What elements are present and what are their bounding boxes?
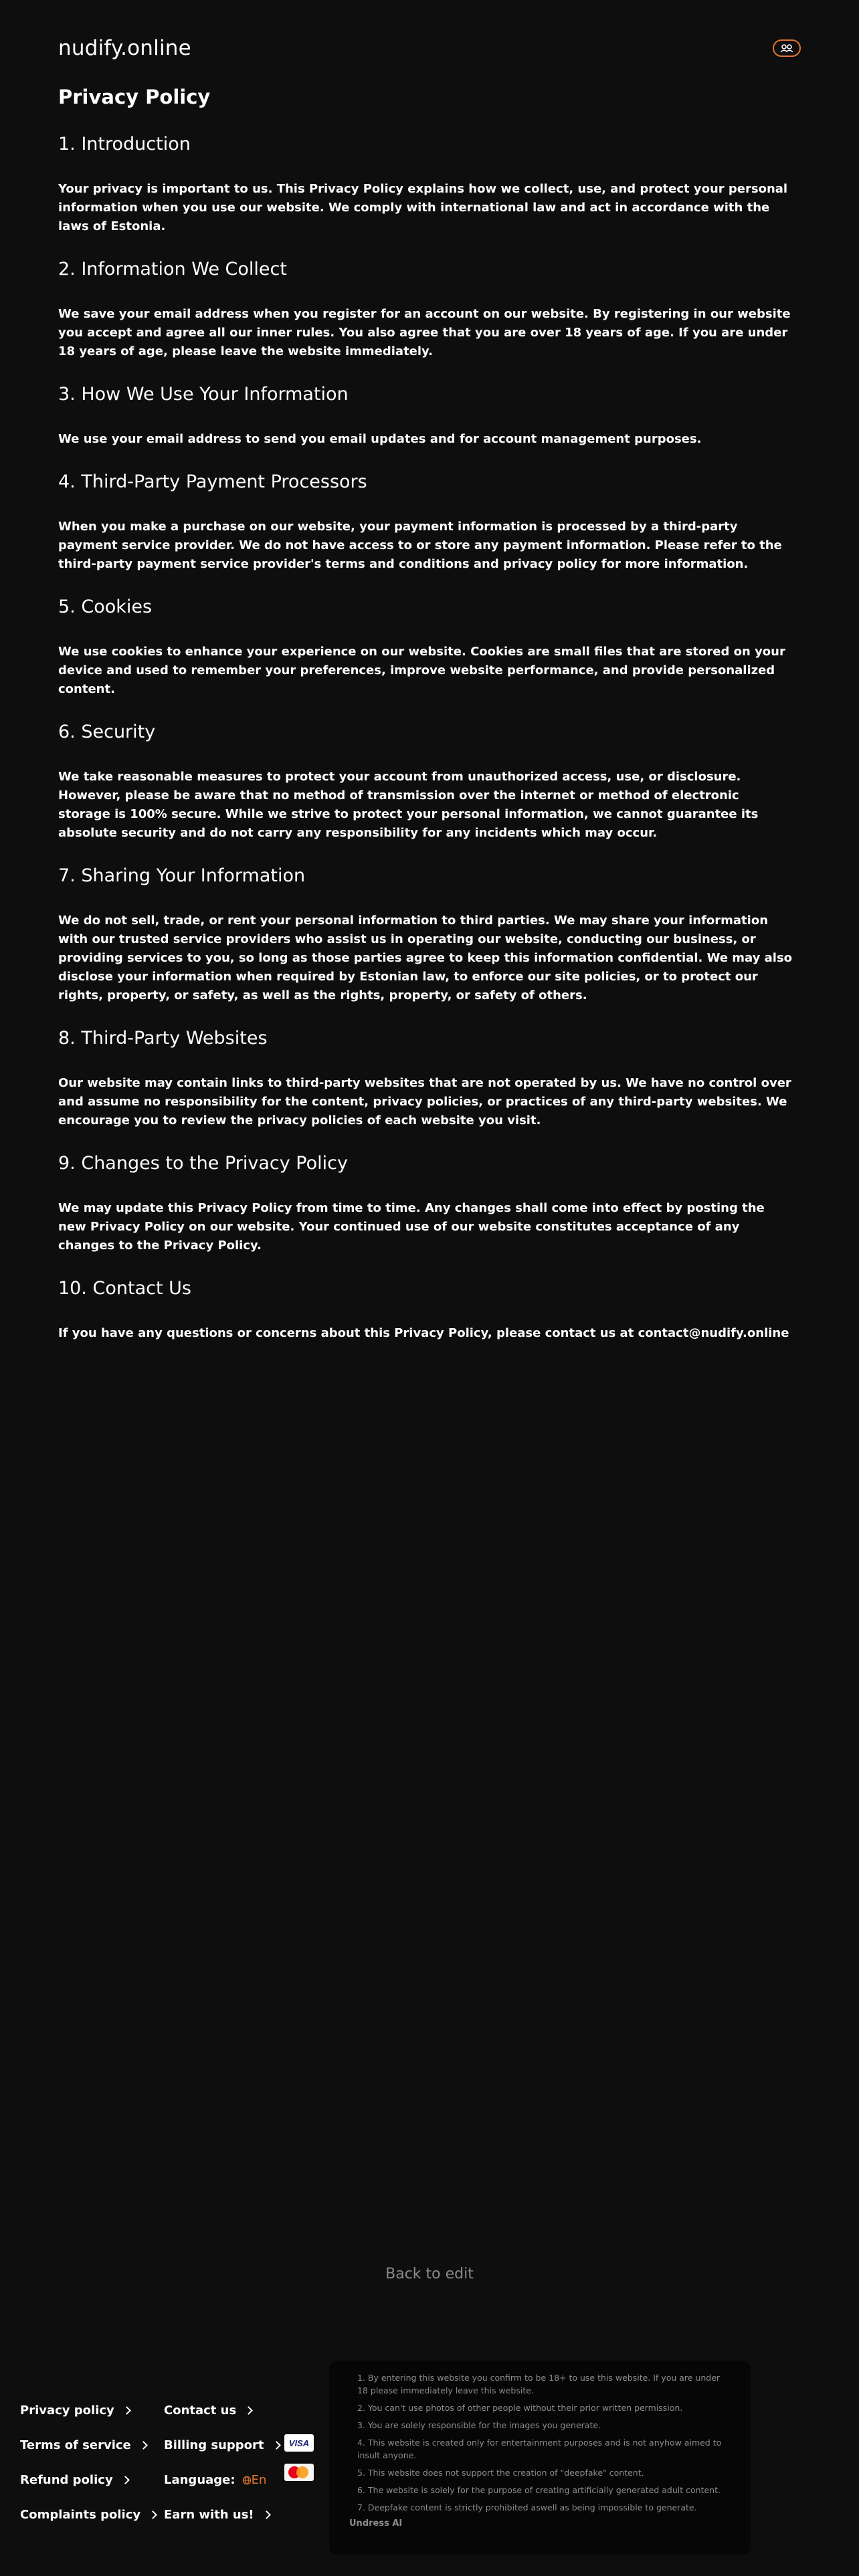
section-sharing xyxy=(58,865,794,1005)
disclaimer-item: 4. This website is created only for entertainment purposes and is not anyhow aimed to insult anyone. xyxy=(357,2438,722,2460)
section-heading: 6. Security xyxy=(58,722,156,743)
language-code: En xyxy=(251,2472,267,2487)
footer-col xyxy=(164,2403,252,2418)
disclaimer-item: 6. The website is solely for the purpose of creating artificially generated adult content. xyxy=(357,2485,721,2495)
section-body: Our website may contain links to third-party websites that are not operated by us. We have no control over and assume no responsibility for the content, privacy policies, or practices of any third-party websites. We encourage you to review the privacy policies of each website you visit. xyxy=(58,1076,791,1128)
section-security xyxy=(58,722,794,843)
language-label: Language: xyxy=(164,2472,235,2487)
privacy-policy-link[interactable] xyxy=(20,2403,130,2418)
billing-support-link[interactable] xyxy=(164,2438,280,2452)
visa-icon: VISA xyxy=(284,2434,314,2452)
policy-content xyxy=(58,86,794,1366)
earn-with-us-link[interactable] xyxy=(164,2508,270,2522)
section-heading: 4. Third-Party Payment Processors xyxy=(58,471,367,493)
footer-row xyxy=(20,2462,308,2497)
section-heading: 5. Cookies xyxy=(58,597,153,618)
section-body: We use your email address to send you email updates and for account management purposes. xyxy=(58,432,702,447)
section-body: We use cookies to enhance your experience on our website. Cookies are small files that are stored on your device and used to remember your preferences, improve website performance, and provide personalized content. xyxy=(58,645,785,697)
section-payment-processors xyxy=(58,471,794,574)
disclaimer-item: 2. You can't use photos of other people without their prior written permission. xyxy=(357,2403,683,2413)
user-menu-button[interactable] xyxy=(773,39,801,57)
mastercard-yellow-circle xyxy=(296,2466,308,2478)
chevron-right-icon xyxy=(122,2406,131,2415)
disclaimer-list xyxy=(349,2371,731,2514)
logo[interactable]: nudify.online xyxy=(58,36,191,60)
footer-row xyxy=(20,2428,308,2462)
language-selector[interactable] xyxy=(164,2473,266,2487)
chevron-right-icon xyxy=(121,2476,130,2484)
section-contact xyxy=(58,1278,794,1343)
chevron-right-icon xyxy=(272,2441,281,2450)
footer-col xyxy=(20,2403,164,2418)
chevron-right-icon xyxy=(262,2510,271,2519)
section-body: If you have any questions or concerns about this Privacy Policy, please contact us at contact@nudify.online xyxy=(58,1326,789,1341)
section-body: When you make a purchase on our website, your payment information is processed by a third-party payment service provider. We do not have access to or store any payment information. Please refer to the third-party payment service provider's terms and conditions and privacy policy for more information. xyxy=(58,520,782,572)
footer-col xyxy=(20,2508,164,2522)
chevron-right-icon xyxy=(149,2510,157,2519)
section-body: We take reasonable measures to protect your account from unauthorized access, use, or disclosure. However, please be aware that no method of transmission over the internet or method of electronic storage is 100% secure. While we strive to protect your personal information, we cannot guarantee its absolute security and do not carry any responsibility for any incidents which may occur. xyxy=(58,770,759,841)
section-heading: 7. Sharing Your Information xyxy=(58,865,306,887)
refund-policy-link[interactable] xyxy=(20,2473,128,2487)
section-third-party-websites xyxy=(58,1028,794,1130)
back-to-edit-link[interactable]: Back to edit xyxy=(385,2266,474,2282)
header xyxy=(58,32,801,64)
billing-support-label: Billing support xyxy=(164,2438,264,2452)
section-body: We do not sell, trade, or rent your personal information to third parties. We may share your information with our trusted service providers who assist us in operating our website, conducting our business, or providing services to you, so long as those parties agree to keep this information confidential. We may also disclose your information when required by Estonian law, to enforce our site policies, or to protect our rights, property, or safety, as well as the rights, property, or safety of others. xyxy=(58,914,793,1003)
section-heading: 9. Changes to the Privacy Policy xyxy=(58,1153,348,1174)
section-body: We may update this Privacy Policy from time to time. Any changes shall come into effect by posting the new Privacy Policy on our website. Your continued use of our website constitutes acceptance of any changes to the Privacy Policy. xyxy=(58,1201,765,1253)
terms-of-service-label: Terms of service xyxy=(20,2438,131,2452)
privacy-policy-label: Privacy policy xyxy=(20,2403,114,2418)
disclaimer-brand: Undress AI xyxy=(349,2518,403,2529)
section-body: We save your email address when you register for an account on our website. By registering in our website you accept and agree all our inner rules. You also agree that you are over 18 years of age. If you are under 18 years of age, please leave the website immediately. xyxy=(58,307,791,359)
footer-links xyxy=(20,2393,308,2532)
section-introduction xyxy=(58,134,794,236)
footer-col xyxy=(20,2438,164,2452)
complaints-policy-link[interactable] xyxy=(20,2508,156,2522)
section-information-we-collect xyxy=(58,259,794,361)
section-cookies xyxy=(58,597,794,699)
payment-methods xyxy=(284,2434,314,2481)
chevron-right-icon xyxy=(139,2441,148,2450)
footer-col xyxy=(164,2508,270,2522)
disclaimer-item: 7. Deepfake content is strictly prohibited aswell as being impossible to generate. xyxy=(357,2502,697,2512)
section-heading: 10. Contact Us xyxy=(58,1278,191,1299)
footer-col xyxy=(164,2473,266,2487)
user-icon xyxy=(780,43,793,53)
disclaimer-item: 3. You are solely responsible for the images you generate. xyxy=(357,2420,601,2430)
footer-col xyxy=(164,2438,280,2452)
section-heading: 1. Introduction xyxy=(58,134,191,154)
section-heading: 2. Information We Collect xyxy=(58,259,287,280)
language-value[interactable] xyxy=(242,2473,267,2487)
complaints-policy-label: Complaints policy xyxy=(20,2507,141,2522)
refund-policy-label: Refund policy xyxy=(20,2472,113,2487)
section-body: Your privacy is important to us. This Privacy Policy explains how we collect, use, and protect your personal information when you use our website. We comply with international law and act in accordance with the laws of Estonia. xyxy=(58,182,788,234)
globe-icon xyxy=(242,2476,252,2485)
section-how-we-use xyxy=(58,384,794,449)
contact-us-link[interactable] xyxy=(164,2403,252,2418)
disclaimer-item: 5. This website does not support the creation of "deepfake" content. xyxy=(357,2468,644,2478)
footer-row xyxy=(20,2393,308,2428)
contact-us-label: Contact us xyxy=(164,2403,237,2418)
footer-row xyxy=(20,2497,308,2532)
disclaimer-box xyxy=(329,2361,751,2555)
section-heading: 3. How We Use Your Information xyxy=(58,384,349,405)
disclaimer-item: 1. By entering this website you confirm to be 18+ to use this website. If you are under 18 please immediately leave this website. xyxy=(357,2373,721,2395)
mastercard-icon xyxy=(284,2464,314,2481)
chevron-right-icon xyxy=(244,2406,253,2415)
page-title: Privacy Policy xyxy=(58,86,211,108)
earn-with-us-label: Earn with us! xyxy=(164,2507,254,2522)
section-changes xyxy=(58,1153,794,1255)
footer-col xyxy=(20,2473,164,2487)
section-heading: 8. Third-Party Websites xyxy=(58,1028,268,1049)
terms-of-service-link[interactable] xyxy=(20,2438,147,2452)
